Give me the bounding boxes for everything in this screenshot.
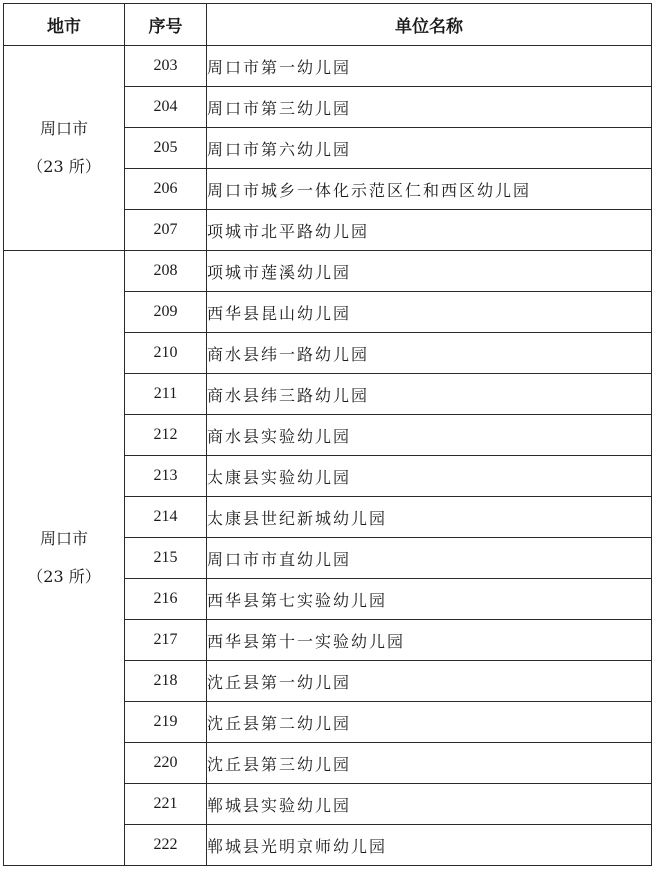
header-number: 序号 — [125, 4, 207, 46]
row-number: 215 — [125, 538, 207, 579]
unit-name: 西华县第十一实验幼儿园 — [207, 620, 652, 661]
table-row — [4, 46, 652, 87]
header-row — [4, 4, 652, 46]
city-school-count: （23 所） — [27, 157, 101, 176]
row-number: 221 — [125, 784, 207, 825]
table-header — [4, 4, 652, 46]
unit-name: 项城市莲溪幼儿园 — [207, 251, 652, 292]
row-number: 214 — [125, 497, 207, 538]
unit-name: 沈丘县第三幼儿园 — [207, 743, 652, 784]
unit-name: 周口市市直幼儿园 — [207, 538, 652, 579]
kindergarten-list-table — [3, 3, 652, 866]
row-number: 220 — [125, 743, 207, 784]
unit-name: 沈丘县第二幼儿园 — [207, 702, 652, 743]
city-name: 周口市 — [39, 529, 88, 548]
header-unit-name: 单位名称 — [207, 4, 652, 46]
header-city: 地市 — [4, 4, 125, 46]
unit-name: 周口市第一幼儿园 — [207, 46, 652, 87]
unit-name: 商水县纬三路幼儿园 — [207, 374, 652, 415]
row-number: 213 — [125, 456, 207, 497]
city-school-count: （23 所） — [27, 567, 101, 586]
row-number: 212 — [125, 415, 207, 456]
row-number: 216 — [125, 579, 207, 620]
row-number: 222 — [125, 825, 207, 866]
city-group-cell — [4, 251, 125, 866]
table-row — [4, 251, 652, 292]
row-number: 203 — [125, 46, 207, 87]
unit-name: 西华县第七实验幼儿园 — [207, 579, 652, 620]
unit-name: 周口市城乡一体化示范区仁和西区幼儿园 — [207, 169, 652, 210]
row-number: 211 — [125, 374, 207, 415]
row-number: 206 — [125, 169, 207, 210]
row-number: 210 — [125, 333, 207, 374]
row-number: 205 — [125, 128, 207, 169]
unit-name: 郸城县实验幼儿园 — [207, 784, 652, 825]
city-group-cell — [4, 46, 125, 251]
row-number: 219 — [125, 702, 207, 743]
row-number: 207 — [125, 210, 207, 251]
row-number: 217 — [125, 620, 207, 661]
unit-name: 郸城县光明京师幼儿园 — [207, 825, 652, 866]
city-name: 周口市 — [39, 119, 88, 138]
table-body — [4, 46, 652, 866]
unit-name: 周口市第六幼儿园 — [207, 128, 652, 169]
row-number: 208 — [125, 251, 207, 292]
unit-name: 沈丘县第一幼儿园 — [207, 661, 652, 702]
unit-name: 项城市北平路幼儿园 — [207, 210, 652, 251]
unit-name: 太康县实验幼儿园 — [207, 456, 652, 497]
unit-name: 太康县世纪新城幼儿园 — [207, 497, 652, 538]
unit-name: 商水县实验幼儿园 — [207, 415, 652, 456]
row-number: 218 — [125, 661, 207, 702]
unit-name: 周口市第三幼儿园 — [207, 87, 652, 128]
row-number: 204 — [125, 87, 207, 128]
unit-name: 西华县昆山幼儿园 — [207, 292, 652, 333]
unit-name: 商水县纬一路幼儿园 — [207, 333, 652, 374]
row-number: 209 — [125, 292, 207, 333]
